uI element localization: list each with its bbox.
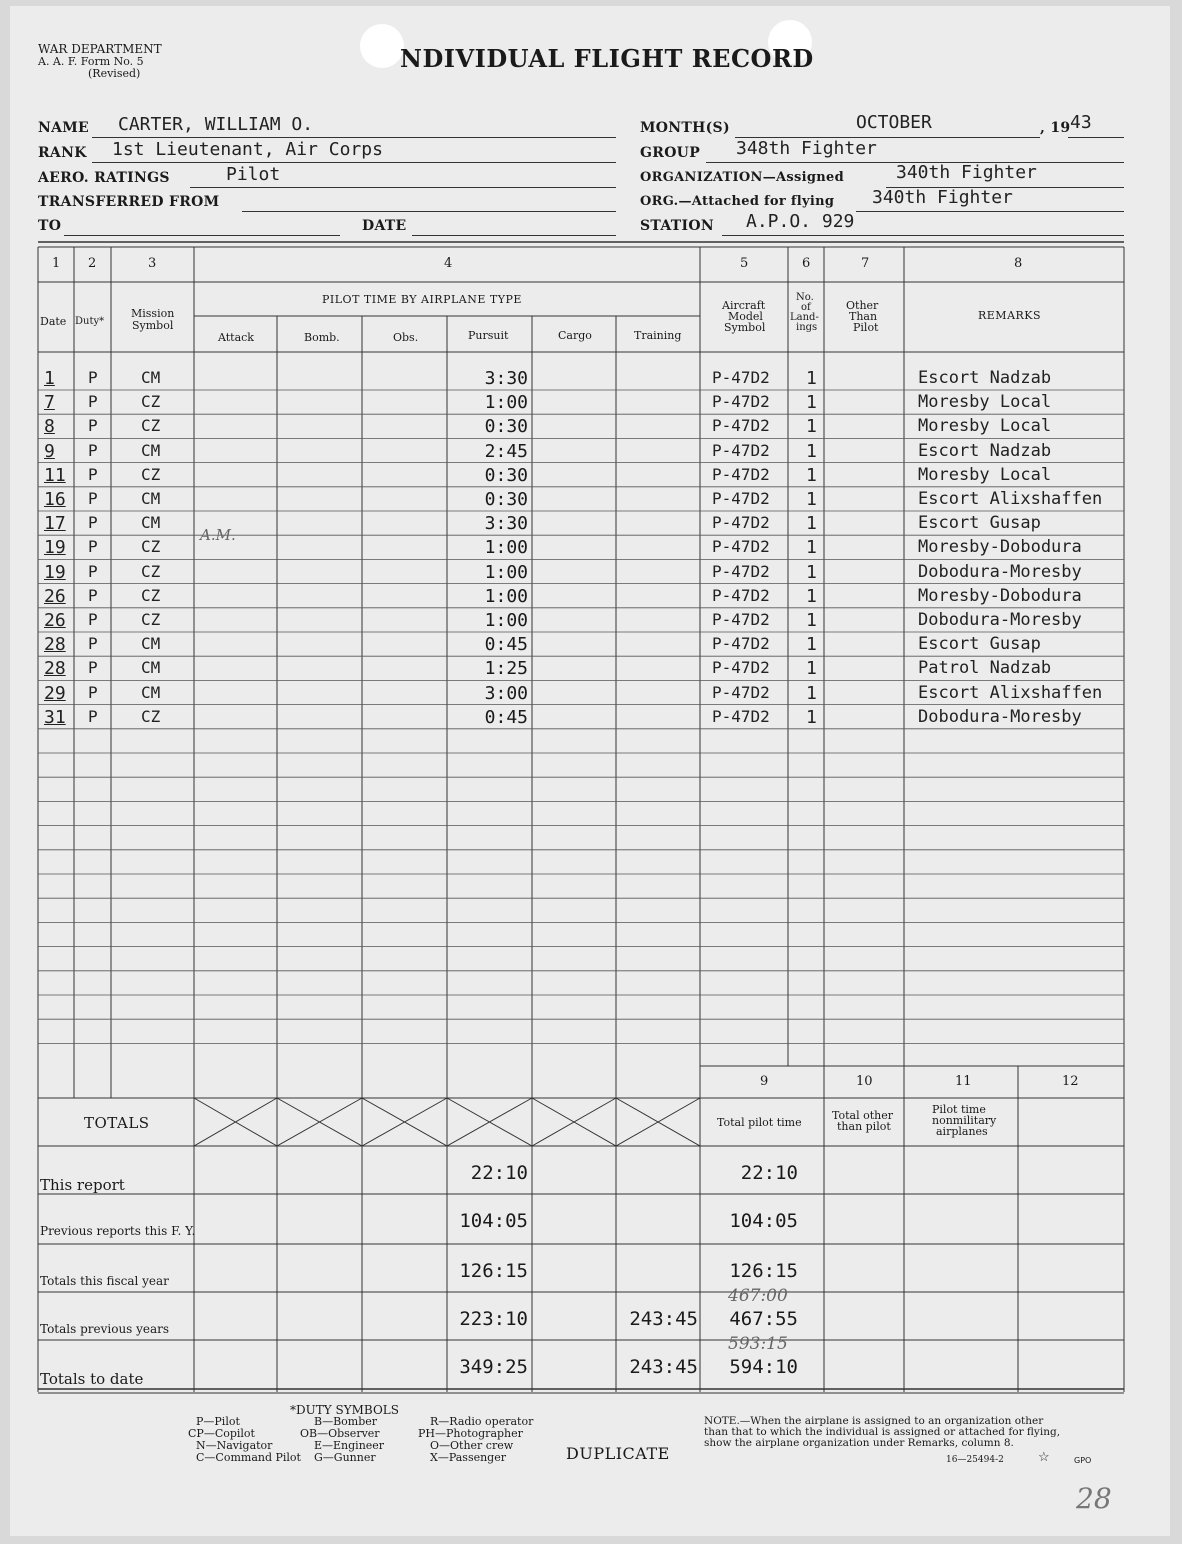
row-remarks: Moresby-Dobodura xyxy=(918,585,1082,606)
duty-command-pilot: C—Command Pilot xyxy=(196,1451,301,1464)
col-aircraft-1: Aircraft xyxy=(722,299,766,312)
row-aircraft: P-47D2 xyxy=(712,392,770,412)
org-label: ORGANIZATION—Assigned xyxy=(640,170,844,185)
station-label: STATION xyxy=(640,218,714,234)
row-mission: CZ xyxy=(141,610,161,629)
col-landings-4: ings xyxy=(796,322,818,333)
row-remarks: Moresby-Dobodura xyxy=(918,537,1082,558)
row-duty: P xyxy=(88,634,98,654)
col-num-7: 7 xyxy=(861,256,870,271)
row-date: 31 xyxy=(44,706,66,728)
totals-handwritten-correction: 467:00 xyxy=(728,1286,788,1306)
row-mission: CM xyxy=(141,682,161,702)
col-landings-2: of xyxy=(801,302,811,313)
col-cargo: Cargo xyxy=(558,329,592,342)
totals-row-label: Totals this fiscal year xyxy=(40,1274,169,1288)
row-landings: 1 xyxy=(806,634,817,656)
row-date: 26 xyxy=(44,610,66,631)
row-date: 9 xyxy=(44,440,55,462)
row-aircraft: P-47D2 xyxy=(712,537,770,557)
duty-copilot: CP—Copilot xyxy=(188,1427,255,1440)
note-line-3: show the airplane organization under Remarks, column 8. xyxy=(704,1437,1014,1449)
row-mission: CM xyxy=(141,440,161,460)
totals-row-label: Totals previous years xyxy=(40,1322,170,1336)
col-aircraft-2: Model xyxy=(728,310,763,323)
attached-value: 340th Fighter xyxy=(872,187,1013,208)
col-duty: Duty* xyxy=(75,316,105,327)
row-pursuit-time: 1:25 xyxy=(484,658,528,680)
row-duty: P xyxy=(88,585,98,605)
col-mission-1: Mission xyxy=(131,307,175,320)
col-num-4: 4 xyxy=(444,256,453,271)
row-duty: P xyxy=(88,416,98,436)
row-mission: CZ xyxy=(141,706,161,726)
col-other-2: Than xyxy=(849,310,878,323)
row-pursuit-time: 0:30 xyxy=(484,464,528,486)
row-duty: P xyxy=(88,489,98,508)
total-other-2: than pilot xyxy=(837,1120,891,1133)
form-revised: (Revised) xyxy=(88,67,141,80)
org-value: 340th Fighter xyxy=(896,162,1037,183)
row-remarks: Moresby Local xyxy=(918,464,1052,485)
duty-radio: R—Radio operator xyxy=(430,1415,534,1428)
row-aircraft: P-47D2 xyxy=(712,416,770,436)
handwritten-attack-note: A.M. xyxy=(200,526,236,544)
row-pursuit-time: 0:45 xyxy=(484,706,528,728)
nonmil-1: Pilot time xyxy=(932,1103,986,1116)
col-date: Date xyxy=(40,315,67,328)
rank-value: 1st Lieutenant, Air Corps xyxy=(112,139,383,160)
row-duty: P xyxy=(88,392,98,412)
row-pursuit-time: 0:30 xyxy=(484,416,528,438)
row-mission: CZ xyxy=(141,585,161,605)
duty-col3 xyxy=(418,1416,533,1464)
row-remarks: Escort Nadzab xyxy=(918,440,1052,461)
row-pursuit-time: 1:00 xyxy=(484,585,528,607)
aero-label: AERO. RATINGS xyxy=(38,170,170,186)
col-obs: Obs. xyxy=(393,331,419,344)
gpo-mark: GPO xyxy=(1074,1456,1092,1465)
row-duty: P xyxy=(88,658,98,678)
row-date: 26 xyxy=(44,585,66,607)
name-label: NAME xyxy=(38,120,90,136)
col-num-11: 11 xyxy=(955,1074,972,1089)
duty-observer: OB—Observer xyxy=(300,1427,380,1440)
row-duty: P xyxy=(88,464,98,484)
duty-symbols-title: *DUTY SYMBOLS xyxy=(290,1403,399,1417)
form-code: 16—25494-2 xyxy=(946,1455,1004,1465)
year-value: 43 xyxy=(1070,112,1092,133)
row-duty: P xyxy=(88,537,98,557)
duty-navigator: N—Navigator xyxy=(196,1439,273,1452)
totals-pursuit: 126:15 xyxy=(459,1260,528,1282)
row-remarks: Moresby Local xyxy=(918,392,1052,413)
row-remarks: Escort Nadzab xyxy=(918,368,1052,388)
row-pursuit-time: 3:30 xyxy=(484,513,528,535)
totals-pilot-time: 594:10 xyxy=(729,1356,798,1378)
row-date: 19 xyxy=(44,537,66,559)
row-mission: CZ xyxy=(141,392,161,412)
row-aircraft: P-47D2 xyxy=(712,561,770,581)
col-landings-1: No. xyxy=(796,292,814,303)
date-label: DATE xyxy=(362,218,407,234)
totals-row-label: This report xyxy=(40,1176,125,1194)
row-pursuit-time: 1:00 xyxy=(484,561,528,583)
row-aircraft: P-47D2 xyxy=(712,464,770,484)
star-icon: ☆ xyxy=(1038,1450,1050,1465)
row-landings: 1 xyxy=(806,368,817,389)
rank-label: RANK xyxy=(38,145,87,161)
row-mission: CM xyxy=(141,658,161,678)
row-remarks: Dobodura-Moresby xyxy=(918,610,1082,630)
col-other-3: Pilot xyxy=(853,321,879,334)
year-prefix: , 19 xyxy=(1040,120,1071,136)
row-date: 11 xyxy=(44,464,66,486)
totals-pursuit: 349:25 xyxy=(459,1356,528,1378)
col-num-5: 5 xyxy=(740,256,749,271)
row-duty: P xyxy=(88,368,98,387)
group-value: 348th Fighter xyxy=(736,138,877,159)
row-aircraft: P-47D2 xyxy=(712,489,770,508)
totals-pursuit: 223:10 xyxy=(459,1308,528,1330)
duplicate-label: DUPLICATE xyxy=(566,1444,670,1463)
totals-title: TOTALS xyxy=(84,1114,150,1132)
row-remarks: Patrol Nadzab xyxy=(918,658,1052,679)
row-remarks: Moresby Local xyxy=(918,416,1052,437)
totals-pilot-time: 104:05 xyxy=(729,1210,798,1232)
col-num-3: 3 xyxy=(148,256,157,271)
row-landings: 1 xyxy=(806,489,817,510)
row-pursuit-time: 1:00 xyxy=(484,610,528,631)
row-duty: P xyxy=(88,682,98,702)
row-pursuit-time: 0:30 xyxy=(484,489,528,510)
row-date: 1 xyxy=(44,368,55,389)
row-duty: P xyxy=(88,706,98,726)
duty-gunner: G—Gunner xyxy=(314,1451,376,1464)
row-landings: 1 xyxy=(806,658,817,680)
duty-col2 xyxy=(300,1416,384,1464)
duty-pilot: P—Pilot xyxy=(196,1415,240,1428)
row-aircraft: P-47D2 xyxy=(712,440,770,460)
row-landings: 1 xyxy=(806,682,817,704)
row-remarks: Escort Alixshaffen xyxy=(918,489,1103,509)
page-mark: 28 xyxy=(1076,1482,1112,1515)
form-no: A. A. F. Form No. 5 xyxy=(38,55,144,68)
row-duty: P xyxy=(88,440,98,460)
row-landings: 1 xyxy=(806,706,817,728)
row-mission: CM xyxy=(141,368,161,387)
total-pilot-time-label: Total pilot time xyxy=(717,1116,802,1129)
name-value: CARTER, WILLIAM O. xyxy=(118,114,314,135)
row-aircraft: P-47D2 xyxy=(712,706,770,726)
row-mission: CZ xyxy=(141,537,161,557)
totals-pursuit: 22:10 xyxy=(470,1162,528,1184)
station-value: A.P.O. 929 xyxy=(746,211,855,232)
row-remarks: Escort Gusap xyxy=(918,513,1041,534)
row-landings: 1 xyxy=(806,513,817,535)
totals-pilot-time: 22:10 xyxy=(740,1162,798,1184)
dept-label: WAR DEPARTMENT xyxy=(38,42,162,56)
row-pursuit-time: 3:30 xyxy=(484,368,528,389)
col-pilot-time: PILOT TIME BY AIRPLANE TYPE xyxy=(322,293,522,306)
row-pursuit-time: 0:45 xyxy=(484,634,528,656)
duty-engineer: E—Engineer xyxy=(314,1439,385,1452)
row-landings: 1 xyxy=(806,416,817,438)
row-aircraft: P-47D2 xyxy=(712,682,770,702)
row-date: 19 xyxy=(44,561,66,583)
group-label: GROUP xyxy=(640,145,701,161)
totals-handwritten-correction: 593:15 xyxy=(728,1334,788,1354)
totals-pilot-time: 467:55 xyxy=(729,1308,798,1330)
col-landings-3: Land- xyxy=(790,312,819,323)
row-mission: CM xyxy=(141,634,161,654)
row-date: 16 xyxy=(44,489,66,510)
row-aircraft: P-47D2 xyxy=(712,513,770,533)
row-date: 28 xyxy=(44,634,66,656)
totals-pilot-time: 126:15 xyxy=(729,1260,798,1282)
col-num-8: 8 xyxy=(1014,256,1023,271)
col-training: Training xyxy=(634,329,682,342)
transferred-label: TRANSFERRED FROM xyxy=(38,194,220,210)
col-num-10: 10 xyxy=(856,1074,873,1089)
row-landings: 1 xyxy=(806,610,817,631)
row-remarks: Dobodura-Moresby xyxy=(918,706,1082,727)
col-bomb: Bomb. xyxy=(304,331,340,344)
row-date: 17 xyxy=(44,513,66,535)
row-remarks: Escort Gusap xyxy=(918,634,1041,655)
col-pursuit: Pursuit xyxy=(468,329,509,342)
col-aircraft-3: Symbol xyxy=(724,321,766,334)
row-date: 7 xyxy=(44,392,55,414)
row-duty: P xyxy=(88,513,98,533)
nonmil-2: nonmilitary xyxy=(932,1114,997,1127)
totals-row-label: Previous reports this F. Y. xyxy=(40,1224,196,1238)
note-block xyxy=(704,1416,1060,1449)
row-landings: 1 xyxy=(806,392,817,414)
col-num-6: 6 xyxy=(802,256,811,271)
row-date: 29 xyxy=(44,682,66,704)
to-label: TO xyxy=(38,218,62,234)
row-mission: CM xyxy=(141,513,161,533)
duty-bomber: B—Bomber xyxy=(314,1415,378,1428)
row-aircraft: P-47D2 xyxy=(712,658,770,678)
col-num-2: 2 xyxy=(88,256,97,271)
row-date: 8 xyxy=(44,416,55,438)
totals-training: 243:45 xyxy=(629,1308,698,1330)
totals-training: 243:45 xyxy=(629,1356,698,1378)
col-other-1: Other xyxy=(846,299,879,312)
note-line-2: than that to which the individual is assigned or attached for flying, xyxy=(704,1426,1061,1438)
duty-other-crew: O—Other crew xyxy=(430,1439,514,1452)
row-date: 28 xyxy=(44,658,66,680)
form-title: NDIVIDUAL FLIGHT RECORD xyxy=(400,44,814,73)
col-num-1: 1 xyxy=(52,256,61,271)
col-remarks: REMARKS xyxy=(978,309,1042,322)
row-pursuit-time: 3:00 xyxy=(484,682,528,704)
row-landings: 1 xyxy=(806,561,817,583)
duty-photographer: PH—Photographer xyxy=(418,1427,523,1440)
totals-pursuit: 104:05 xyxy=(459,1210,528,1232)
row-duty: P xyxy=(88,561,98,581)
row-mission: CZ xyxy=(141,561,161,581)
row-landings: 1 xyxy=(806,537,817,559)
row-landings: 1 xyxy=(806,585,817,607)
col-num-12: 12 xyxy=(1062,1074,1079,1089)
col-mission-2: Symbol xyxy=(132,319,174,332)
total-other-1: Total other xyxy=(832,1109,893,1122)
row-pursuit-time: 2:45 xyxy=(484,440,528,462)
row-landings: 1 xyxy=(806,440,817,462)
col-attack: Attack xyxy=(218,331,254,344)
row-duty: P xyxy=(88,610,98,629)
duty-passenger: X—Passenger xyxy=(430,1451,506,1464)
row-mission: CZ xyxy=(141,464,161,484)
note-line-1: NOTE.—When the airplane is assigned to an organization other xyxy=(704,1415,1044,1427)
row-mission: CZ xyxy=(141,416,161,436)
duty-col1 xyxy=(188,1416,301,1464)
col-num-9: 9 xyxy=(760,1074,769,1089)
row-aircraft: P-47D2 xyxy=(712,585,770,605)
row-landings: 1 xyxy=(806,464,817,486)
row-pursuit-time: 1:00 xyxy=(484,392,528,414)
month-label: MONTH(S) xyxy=(640,120,730,136)
row-remarks: Dobodura-Moresby xyxy=(918,561,1082,582)
row-aircraft: P-47D2 xyxy=(712,634,770,654)
nonmil-3: airplanes xyxy=(936,1125,988,1138)
row-pursuit-time: 1:00 xyxy=(484,537,528,559)
row-aircraft: P-47D2 xyxy=(712,610,770,629)
month-value: OCTOBER xyxy=(856,112,932,133)
row-mission: CM xyxy=(141,489,161,508)
row-aircraft: P-47D2 xyxy=(712,368,770,387)
aero-value: Pilot xyxy=(226,164,281,185)
row-remarks: Escort Alixshaffen xyxy=(918,682,1103,703)
totals-row-label: Totals to date xyxy=(40,1370,144,1388)
attached-label: ORG.—Attached for flying xyxy=(640,194,835,209)
